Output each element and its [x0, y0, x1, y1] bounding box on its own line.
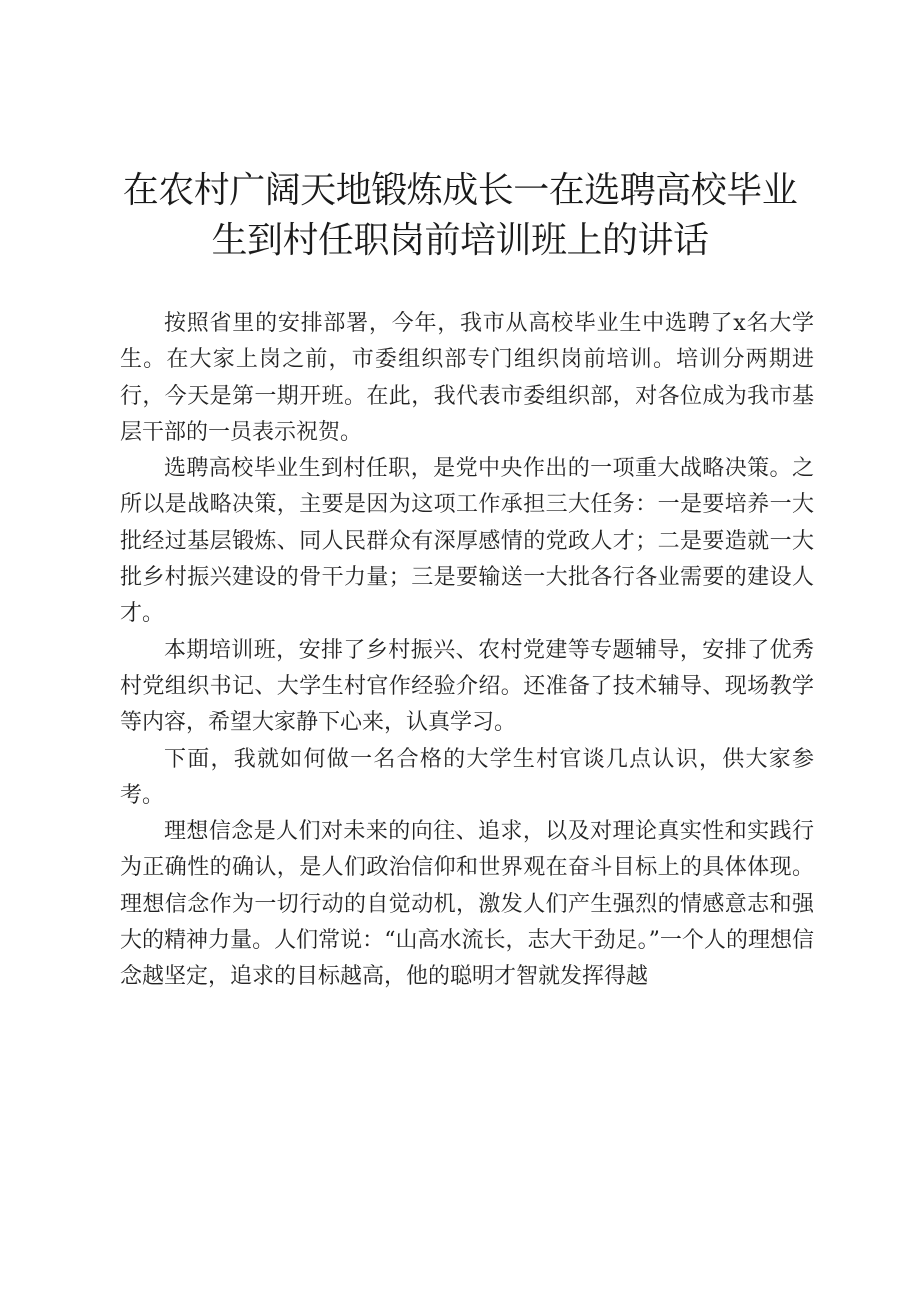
paragraph-5: 理想信念是人们对未来的向往、追求，以及对理论真实性和实践行为正确性的确认，是人们政治信仰和世界观在奋斗目标上的具体体现。理想信念作为一切行动的自觉动机，激发人们产生强烈的情感意志和强大的精神力量。人们常说：“山高水流长，志大干劲足。”一个人的理想信念越坚定，追求的目标越高，他的聪明才智就发挥得越: [120, 819, 814, 990]
paragraph-3: 本期培训班，安排了乡村振兴、农村党建等专题辅导，安排了优秀村党组织书记、大学生村官作经验介绍。还准备了技术辅导、现场教学等内容，希望大家静下心来，认真学习。: [120, 637, 814, 736]
title-line-1: 在农村广阔天地锻炼成长一在选聘高校毕业: [122, 170, 798, 211]
document-body: [120, 306, 814, 996]
document-title: [100, 166, 820, 266]
paragraph-4: 下面，我就如何做一名合格的大学生村官谈几点认识，供大家参考。: [120, 746, 814, 808]
paragraph-1: 按照省里的安排部署，今年，我市从高校毕业生中选聘了x名大学生。在大家上岗之前，市委组织部专门组织岗前培训。培训分两期进行，今天是第一期开班。在此，我代表市委组织部，对各位成为我市基层干部的一员表示祝贺。: [120, 311, 814, 445]
title-line-2: 生到村任职岗前培训班上的讲话: [211, 220, 709, 261]
paragraph-2: 选聘高校毕业生到村任职，是党中央作出的一项重大战略决策。之所以是战略决策，主要是因为这项工作承担三大任务：一是要培养一大批经过基层锻炼、同人民群众有深厚感情的党政人才；二是要造就一大批乡村振兴建设的骨干力量；三是要输送一大批各行各业需要的建设人才。: [120, 456, 814, 627]
